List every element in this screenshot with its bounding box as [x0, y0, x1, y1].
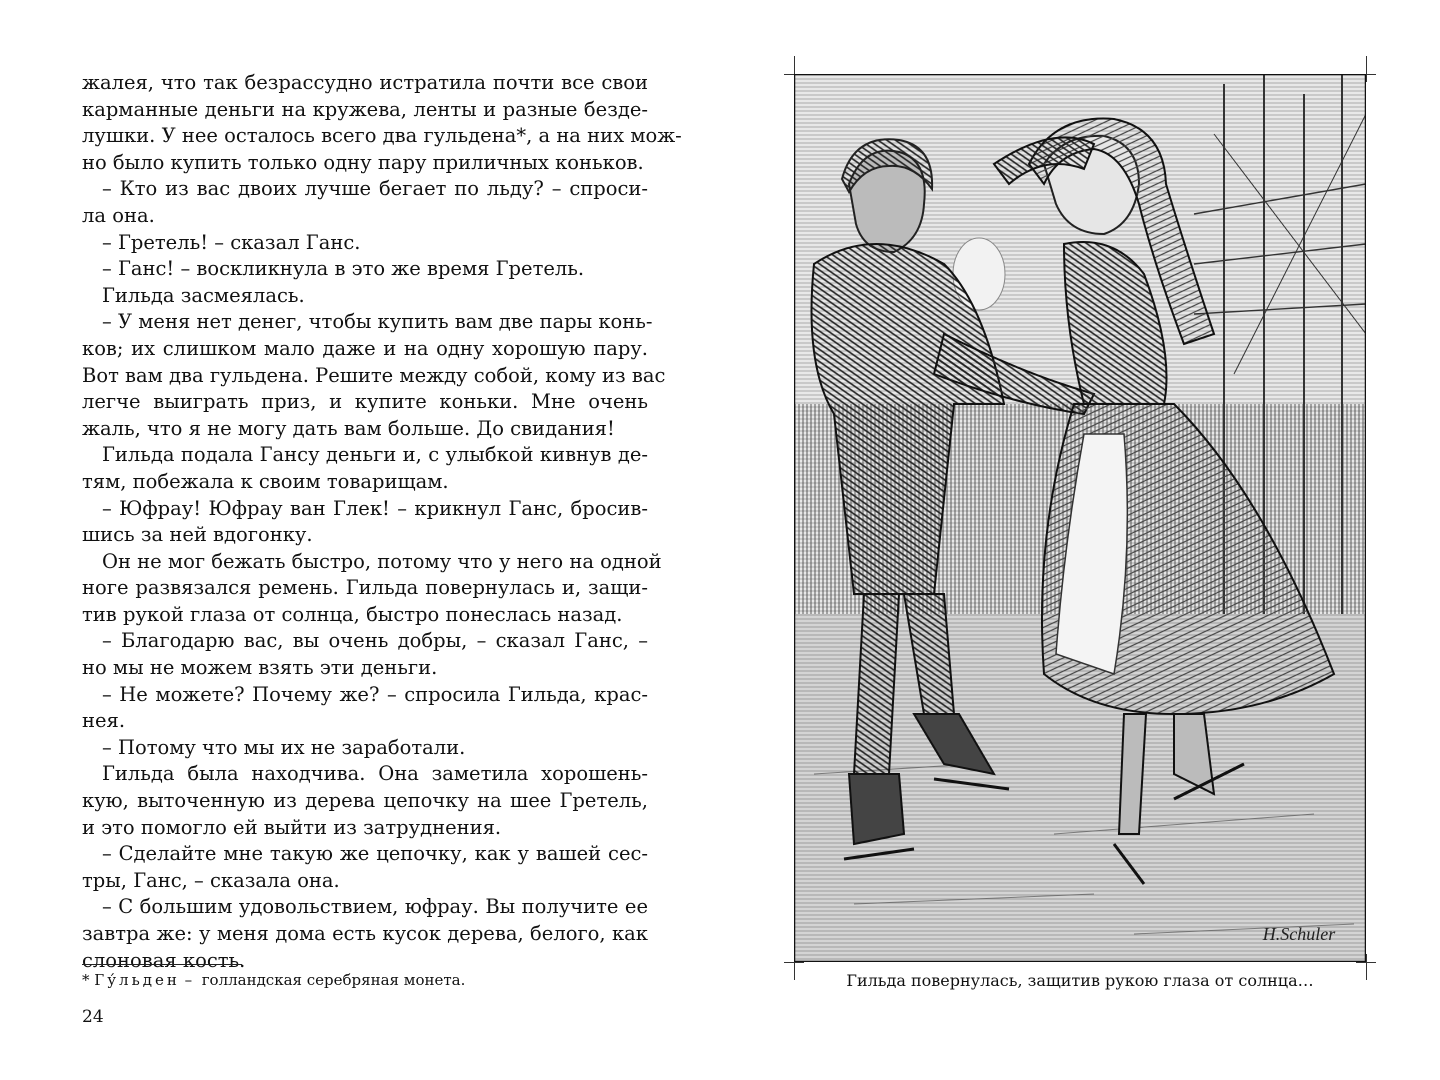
text-line: ков; их слишком мало даже и на одну хорошую пару. — [82, 336, 648, 360]
text-line: лушки. У нее осталось всего два гульдена*, а на них мож- — [82, 124, 682, 148]
text-line: – Ганс! – воскликнула в это же время Гретель. — [102, 257, 585, 281]
text-line: легче выиграть приз, и купите коньки. Мне очень — [82, 390, 648, 414]
text-line: Вот вам два гульдена. Решите между собой, кому из вас — [82, 363, 666, 387]
crop-mark — [784, 962, 804, 963]
text-line: кую, выточенную из дерева цепочку на шее Гретель, — [82, 789, 648, 813]
text-line: ла она. — [82, 203, 155, 227]
text-line: тив рукой глаза от солнца, быстро понеслась назад. — [82, 602, 623, 626]
page-number: 24 — [82, 1007, 104, 1027]
footnote-rule — [82, 964, 242, 965]
text-line: – Кто из вас двоих лучше бегает по льду? – спроси- — [102, 177, 648, 201]
text-line: жаль, что я не могу дать вам больше. До свидания! — [82, 416, 615, 440]
text-line: – Юфрау! Юфрау ван Глек! – крикнул Ганс, бросив- — [102, 496, 648, 520]
text-line: карманные деньги на кружева, ленты и разные безде- — [82, 97, 648, 121]
text-line: но было купить только одну пару приличных коньков. — [82, 150, 644, 174]
text-line: тры, Ганс, – сказала она. — [82, 868, 340, 892]
engraver-signature: H.Schuler — [1262, 924, 1336, 944]
text-line: Гильда подала Гансу деньги и, с улыбкой кивнув де- — [102, 443, 648, 467]
text-line: завтра же: у меня дома есть кусок дерева, белого, как — [82, 922, 648, 945]
text-line: ноге развязался ремень. Гильда повернулась и, защи- — [82, 576, 648, 600]
text-line: тям, побежала к своим товарищам. — [82, 469, 449, 493]
crop-mark — [1366, 954, 1367, 980]
crop-mark — [1366, 56, 1367, 82]
text-line: Он не мог бежать быстро, потому что у него на одной — [102, 549, 662, 573]
text-line: – Благодарю вас, вы очень добры, – сказал Ганс, – — [102, 629, 648, 653]
text-line: – Сделайте мне такую же цепочку, как у вашей сес- — [102, 842, 648, 866]
text-line: – Гретель! – сказал Ганс. — [102, 230, 361, 254]
footnote-term: Гу́льден — [94, 971, 180, 989]
text-line: и это помогло ей выйти из затруднения. — [82, 815, 502, 839]
footnote-definition: голландская серебряная монета. — [201, 971, 466, 989]
footnote-dash: – — [184, 971, 193, 989]
text-line: – У меня нет денег, чтобы купить вам две пары конь- — [102, 310, 653, 334]
text-line: нея. — [82, 709, 126, 733]
text-line: но мы не можем взять эти деньги. — [82, 656, 438, 680]
body-text — [82, 70, 682, 974]
text-line: слоновая кость. — [82, 948, 246, 972]
crop-mark — [1356, 962, 1376, 963]
text-line: Гильда была находчива. Она заметила хорошень- — [102, 762, 648, 786]
text-line: жалея, что так безрассудно истратила почти все свои — [82, 71, 648, 94]
illustration-caption: Гильда повернулась, защитив рукою глаза от солнца… — [846, 971, 1314, 990]
footnote-marker: * — [82, 971, 90, 989]
text-line: – Потому что мы их не заработали. — [102, 735, 466, 759]
footnote — [82, 971, 465, 989]
text-line: – С большим удовольствием, юфрау. Вы получите ее — [102, 895, 648, 919]
text-line: Гильда засмеялась. — [102, 283, 305, 307]
engraving-illustration — [794, 74, 1366, 962]
text-line: – Не можете? Почему же? – спросила Гильда, крас- — [102, 682, 648, 706]
text-line: шись за ней вдогонку. — [82, 523, 313, 547]
